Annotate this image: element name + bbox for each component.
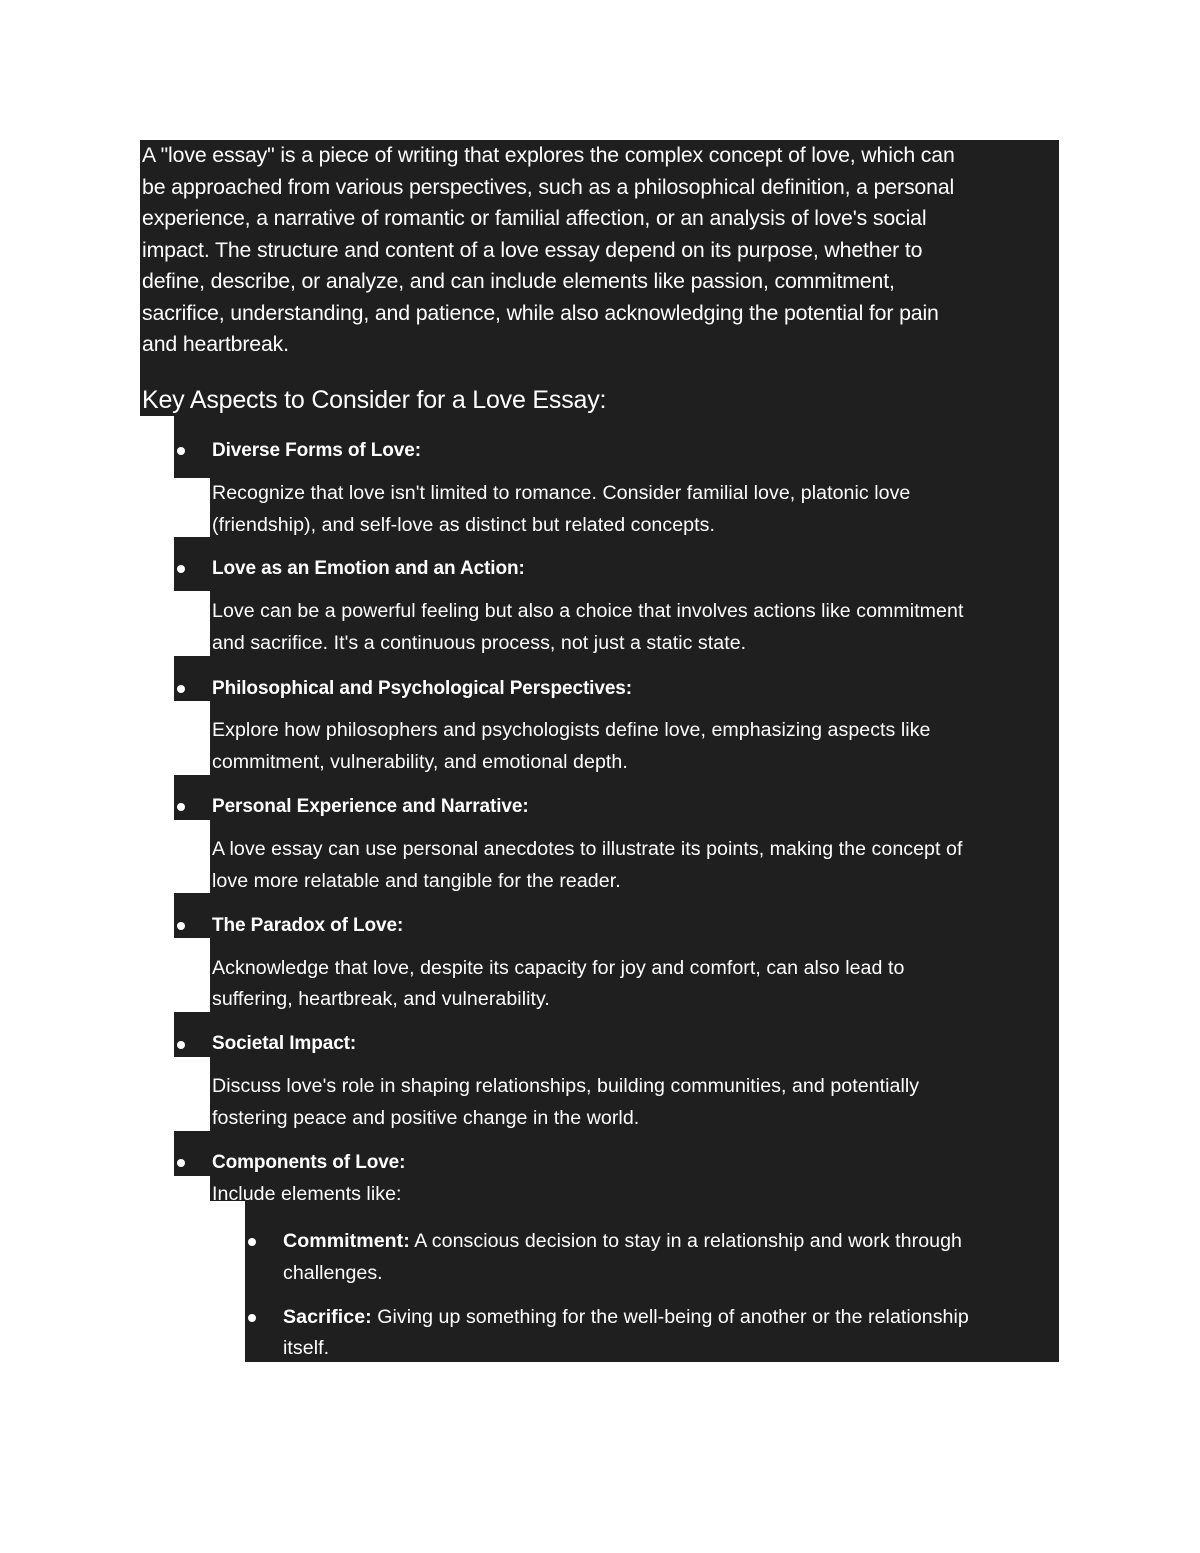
bullet-icon bbox=[177, 447, 185, 455]
intro-line: experience, a narrative of romantic or familial affection, or an analysis of love's social bbox=[142, 206, 927, 230]
sub-item-term: Commitment: bbox=[283, 1230, 410, 1252]
bullet-icon bbox=[177, 922, 185, 930]
intro-line: and heartbreak. bbox=[142, 332, 289, 356]
bullet-icon bbox=[177, 803, 185, 811]
bullet-icon bbox=[177, 565, 185, 573]
item-body-line: suffering, heartbreak, and vulnerability. bbox=[212, 988, 550, 1010]
sub-item-line bbox=[283, 1226, 962, 1258]
item-title: The Paradox of Love: bbox=[212, 915, 404, 936]
list-indent-gap bbox=[174, 591, 210, 656]
item-title: Societal Impact: bbox=[212, 1033, 357, 1054]
bullet-icon bbox=[177, 1159, 185, 1167]
item-body-line: Explore how philosophers and psychologists define love, emphasizing aspects like bbox=[212, 719, 931, 741]
item-body-line: A love essay can use personal anecdotes to illustrate its points, making the concept of bbox=[212, 838, 963, 860]
list-indent-gap bbox=[174, 478, 210, 537]
bullet-icon bbox=[177, 1041, 185, 1049]
list-indent-gap bbox=[174, 938, 210, 1012]
item-body-line: love more relatable and tangible for the reader. bbox=[212, 869, 621, 892]
list-indent-gap bbox=[174, 820, 210, 893]
list-indent-gap bbox=[174, 701, 210, 775]
bullet-icon bbox=[248, 1238, 256, 1246]
list-indent-gap bbox=[174, 1057, 210, 1131]
item-body-line: Recognize that love isn't limited to romance. Consider familial love, platonic love bbox=[212, 482, 911, 504]
item-body-line: Love can be a powerful feeling but also a choice that involves actions like commitment bbox=[212, 600, 964, 622]
item-body-line: commitment, vulnerability, and emotional depth. bbox=[212, 751, 628, 773]
item-body-line: Discuss love's role in shaping relationships, building communities, and potentially bbox=[212, 1075, 920, 1097]
item-title: Philosophical and Psychological Perspectives: bbox=[212, 678, 632, 699]
intro-line: sacrifice, understanding, and patience, while also acknowledging the potential for pain bbox=[142, 300, 939, 325]
intro-line: impact. The structure and content of a love essay depend on its purpose, whether to bbox=[142, 237, 923, 262]
intro-line: define, describe, or analyze, and can include elements like passion, commitment, bbox=[142, 269, 895, 293]
item-body-line: Acknowledge that love, despite its capacity for joy and comfort, can also lead to bbox=[212, 957, 905, 979]
item-body-line: (friendship), and self-love as distinct but related concepts. bbox=[212, 513, 715, 536]
item-body-line: Include elements like: bbox=[212, 1183, 402, 1205]
sub-item-text: A conscious decision to stay in a relationship and work through bbox=[409, 1230, 962, 1252]
list-indent-gap bbox=[174, 1176, 210, 1201]
sub-item-line: itself. bbox=[283, 1337, 330, 1359]
bullet-icon bbox=[177, 685, 185, 693]
bullet-icon bbox=[248, 1314, 256, 1322]
sub-item-line: challenges. bbox=[283, 1262, 383, 1284]
intro-line: be approached from various perspectives, such as a philosophical definition, a personal bbox=[142, 174, 955, 199]
sub-item-term: Sacrifice: bbox=[283, 1306, 372, 1328]
intro-line: A "love essay" is a piece of writing that explores the complex concept of love, which can bbox=[142, 143, 955, 167]
item-body-line: and sacrifice. It's a continuous process, not just a static state. bbox=[212, 632, 747, 654]
item-body-line: fostering peace and positive change in the world. bbox=[212, 1107, 640, 1129]
item-title: Components of Love: bbox=[212, 1152, 406, 1173]
sub-item-line bbox=[283, 1302, 969, 1334]
item-title: Love as an Emotion and an Action: bbox=[212, 558, 525, 579]
item-title: Personal Experience and Narrative: bbox=[212, 796, 529, 817]
sub-item-text: Giving up something for the well-being of another or the relationship bbox=[371, 1306, 969, 1328]
section-heading: Key Aspects to Consider for a Love Essay: bbox=[142, 386, 607, 414]
item-title: Diverse Forms of Love: bbox=[212, 440, 421, 461]
